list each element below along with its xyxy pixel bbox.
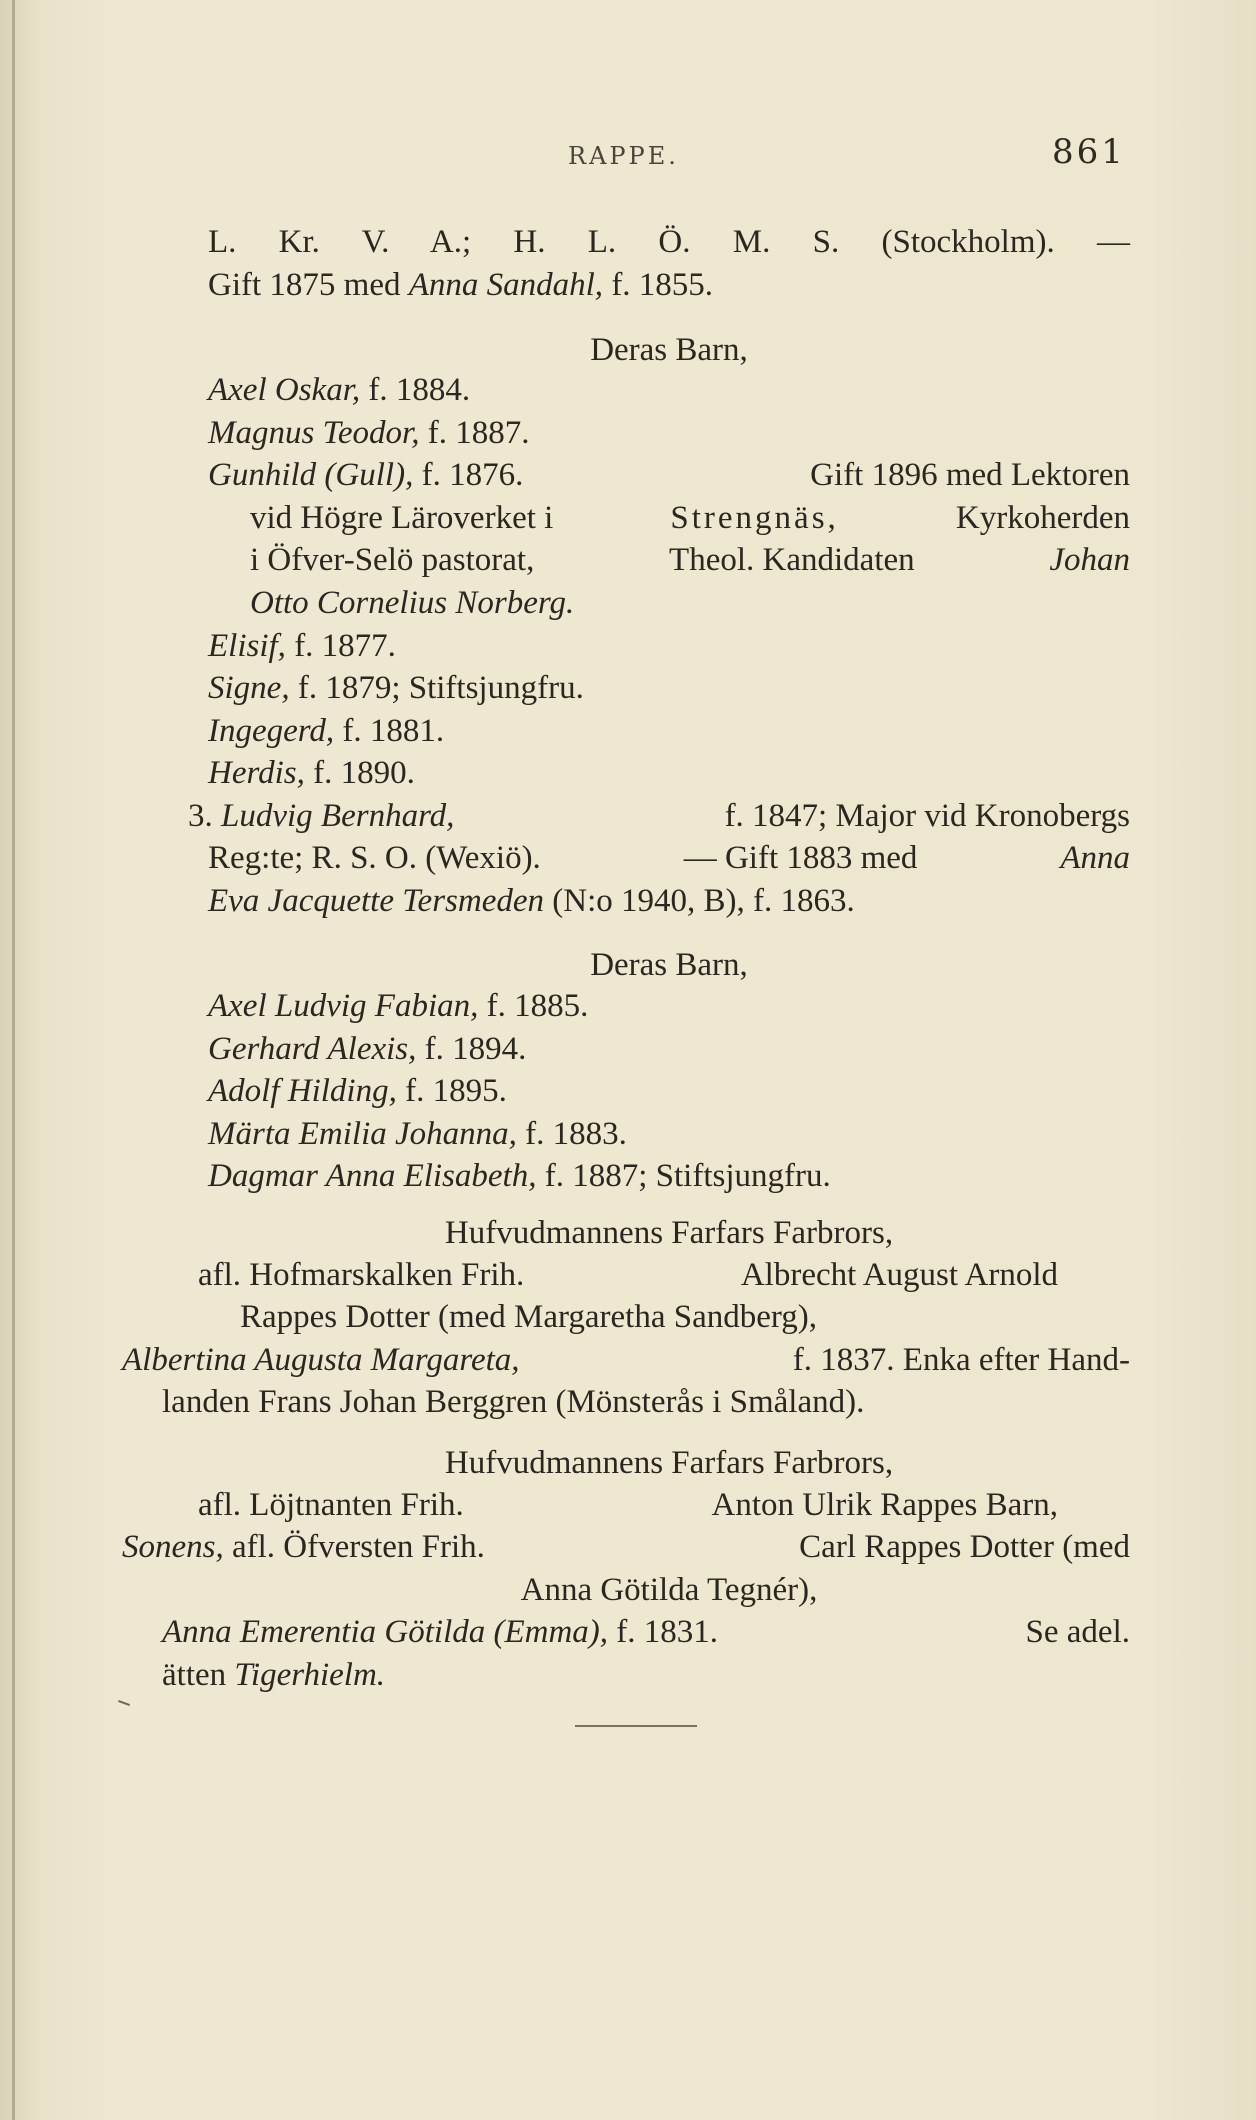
section-heading-children-1: Deras Barn, <box>590 332 748 368</box>
numbered-entry-continuation: Eva Jacquette Tersmeden (N:o 1940, B), f. 1863. <box>208 883 855 919</box>
relation-line: Sonens, afl. Öfversten Frih. Carl Rappes Dotter (med <box>122 1529 1130 1565</box>
numbered-entry: 3. Ludvig Bernhard, f. 1847; Major vid Kronobergs <box>188 798 1130 834</box>
section-heading-children-2: Deras Barn, <box>590 947 748 983</box>
child-entry: Märta Emilia Johanna, f. 1883. <box>208 1116 627 1152</box>
relation-line: afl. Löjtnanten Frih. Anton Ulrik Rappes Barn, <box>198 1487 1058 1523</box>
page-header <box>0 132 1256 182</box>
relation-entry-continuation: landen Frans Johan Berggren (Mönsterås i Småland). <box>162 1384 865 1420</box>
binding-edge <box>12 0 15 2120</box>
text-line-2: Gift 1875 med Anna Sandahl, f. 1855. <box>208 267 714 303</box>
relation-entry: Albertina Augusta Margareta, f. 1837. Enka efter Hand- <box>122 1342 1130 1378</box>
relation-entry-continuation: ätten Tigerhielm. <box>162 1657 386 1693</box>
end-rule <box>575 1725 697 1727</box>
text-line-1: L. Kr. V. A.; H. L. Ö. M. S. (Stockholm). — <box>208 224 1130 260</box>
child-entry-continuation: i Öfver-Selö pastorat, Theol. Kandidaten Johan <box>250 542 1130 578</box>
child-entry: Magnus Teodor, f. 1887. <box>208 415 530 451</box>
child-entry: Ingegerd, f. 1881. <box>208 713 445 749</box>
child-entry: Gerhard Alexis, f. 1894. <box>208 1031 527 1067</box>
section-heading-relations-2: Hufvudmannens Farfars Farbrors, <box>444 1445 894 1481</box>
relation-line: Anna Götilda Tegnér), <box>520 1572 818 1608</box>
relation-entry: Anna Emerentia Götilda (Emma), f. 1831. Se adel. <box>162 1614 1130 1650</box>
relation-line: afl. Hofmarskalken Frih. Albrecht August Arnold <box>198 1257 1058 1293</box>
numbered-entry-continuation: Reg:te; R. S. O. (Wexiö). — Gift 1883 med Anna <box>208 840 1130 876</box>
child-entry: Axel Oskar, f. 1884. <box>208 372 471 408</box>
child-entry: Elisif, f. 1877. <box>208 628 396 664</box>
child-entry-continuation: vid Högre Läroverket i Strengnäs, Kyrkoherden <box>250 500 1130 536</box>
child-entry: Axel Ludvig Fabian, f. 1885. <box>208 988 589 1024</box>
child-entry: Signe, f. 1879; Stiftsjungfru. <box>208 670 584 706</box>
stray-mark <box>118 1700 130 1706</box>
child-entry: Gunhild (Gull), f. 1876. Gift 1896 med Lektoren <box>208 457 1130 493</box>
child-entry: Herdis, f. 1890. <box>208 755 415 791</box>
page-number: 861 <box>1052 132 1126 172</box>
child-entry-continuation: Otto Cornelius Norberg. <box>250 585 575 621</box>
relation-line: Rappes Dotter (med Margaretha Sandberg), <box>240 1299 818 1335</box>
section-heading-relations-1: Hufvudmannens Farfars Farbrors, <box>444 1215 894 1251</box>
child-entry: Adolf Hilding, f. 1895. <box>208 1073 507 1109</box>
running-head: RAPPE. <box>568 142 679 170</box>
child-entry: Dagmar Anna Elisabeth, f. 1887; Stiftsjungfru. <box>208 1158 831 1194</box>
